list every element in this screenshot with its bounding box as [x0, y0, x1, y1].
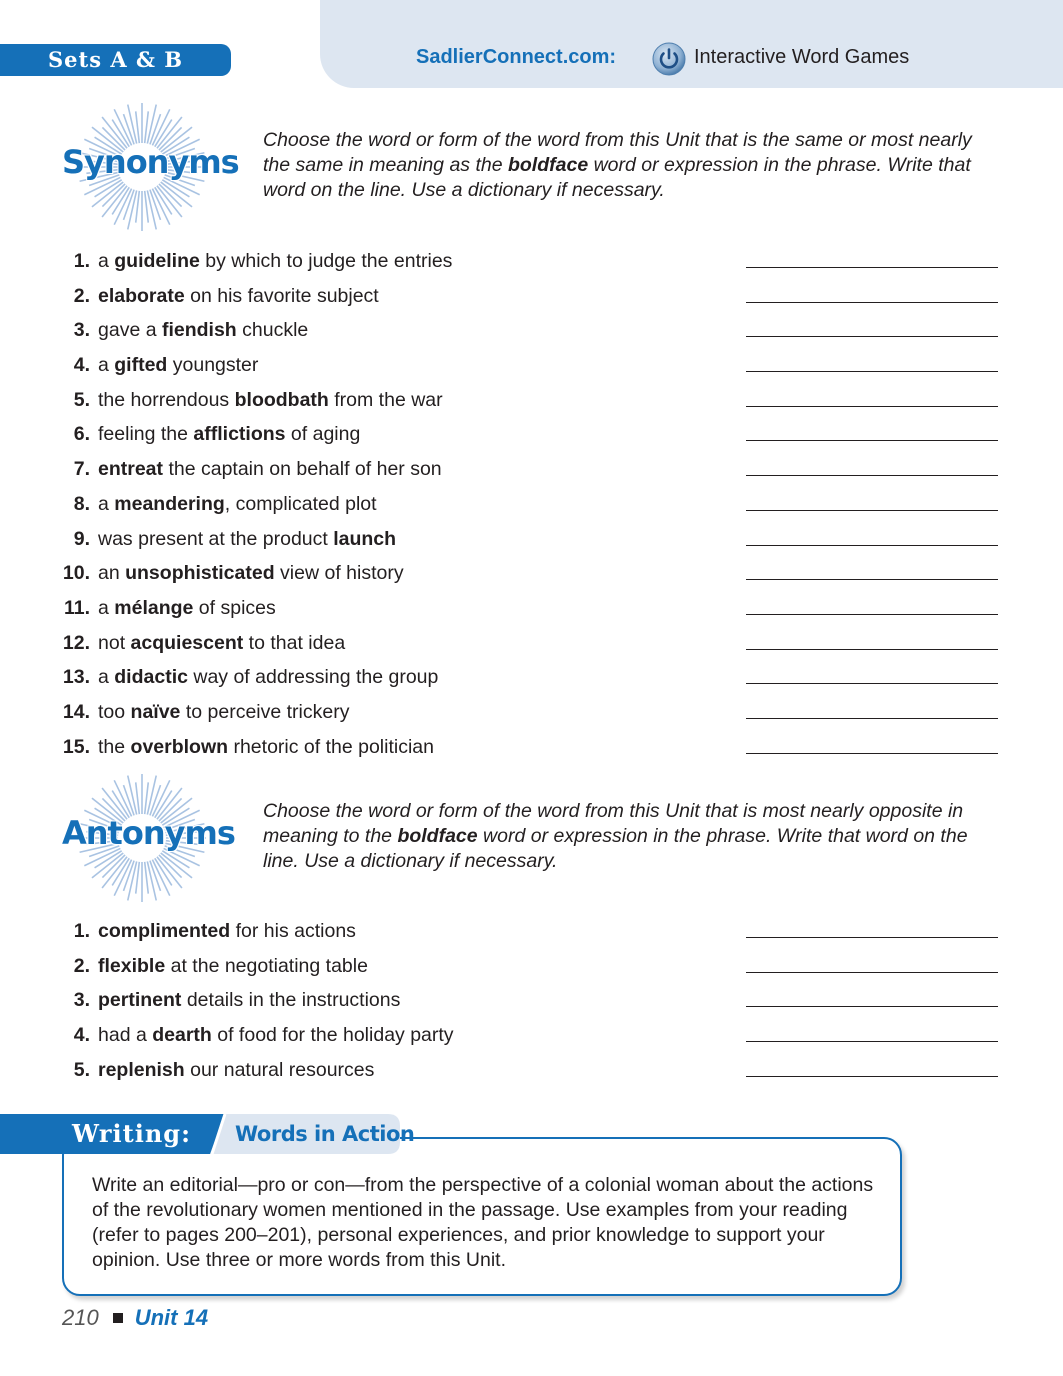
item-phrase	[98, 987, 400, 1013]
synonyms-instructions-bold: boldface	[507, 154, 589, 176]
answer-line[interactable]	[746, 406, 998, 407]
phrase-before: a	[98, 492, 115, 515]
list-item	[0, 317, 1063, 352]
phrase-after: for his actions	[230, 920, 356, 942]
sets-tab: Sets A & B	[0, 44, 231, 76]
boldface-word: acquiescent	[130, 631, 244, 654]
boldface-word: naïve	[130, 700, 181, 723]
list-item	[0, 630, 1063, 665]
list-item	[0, 560, 1063, 595]
phrase-after: rhetoric of the politician	[228, 735, 434, 758]
page-footer	[62, 1305, 208, 1331]
answer-line[interactable]	[746, 972, 998, 973]
answer-line[interactable]	[746, 1041, 998, 1042]
phrase-after: youngster	[167, 354, 259, 377]
boldface-word: didactic	[114, 666, 188, 689]
boldface-word: unsophisticated	[125, 562, 275, 585]
boldface-word: pertinent	[98, 989, 182, 1012]
boldface-word: overblown	[130, 735, 229, 758]
item-phrase	[98, 248, 452, 274]
boldface-word: dearth	[152, 1024, 212, 1047]
answer-line[interactable]	[746, 510, 998, 511]
site-link[interactable]: SadlierConnect.com:	[416, 46, 617, 68]
boldface-word: entreat	[98, 458, 164, 481]
answer-line[interactable]	[746, 579, 998, 580]
item-phrase	[98, 595, 276, 621]
item-phrase	[98, 456, 442, 482]
separator-square-icon	[113, 1313, 123, 1323]
list-item	[0, 1022, 1063, 1057]
phrase-after: to perceive trickery	[180, 700, 350, 723]
list-item	[0, 987, 1063, 1022]
answer-line[interactable]	[746, 545, 998, 546]
boldface-word: mélange	[114, 596, 194, 619]
item-number: 5.	[73, 1058, 90, 1081]
list-item	[0, 918, 1063, 953]
item-phrase	[98, 734, 434, 760]
list-item	[0, 456, 1063, 491]
synonyms-list	[0, 248, 1063, 768]
boldface-word: gifted	[114, 354, 168, 377]
item-phrase	[98, 526, 396, 552]
item-phrase	[98, 1057, 374, 1083]
phrase-before: gave a	[98, 319, 162, 342]
phrase-after: , complicated plot	[224, 492, 377, 515]
answer-line[interactable]	[746, 649, 998, 650]
antonyms-title: Antonyms	[62, 814, 235, 852]
phrase-after: details in the instructions	[181, 989, 401, 1012]
phrase-before: was present at the product	[98, 527, 334, 550]
list-item	[0, 248, 1063, 283]
writing-prompt: Write an editorial—pro or con—from the perspective of a colonial woman about the actions of the revolutionary women mentioned in the passage. Use examples from your reading (refer to pages 200–201), personal experiences, and prior knowledge to support your opinion. Use three or more words from this Unit.	[92, 1174, 874, 1271]
phrase-after: chuckle	[236, 319, 309, 342]
boldface-word: bloodbath	[234, 388, 329, 411]
phrase-after: way of addressing the group	[187, 666, 439, 689]
boldface-word: guideline	[114, 250, 200, 272]
list-item	[0, 595, 1063, 630]
antonyms-instructions-post: word or expression in the phrase. Write that word on the line. Use a dictionary if necessary.	[263, 825, 968, 872]
item-number: 5.	[73, 388, 90, 411]
item-number: 1.	[73, 920, 90, 942]
item-phrase	[98, 630, 345, 656]
phrase-before: feeling the	[98, 423, 194, 446]
synonyms-instructions-post: word or expression in the phrase. Write that word on the line. Use a dictionary if necessary.	[263, 154, 971, 201]
list-item	[0, 387, 1063, 422]
item-phrase	[98, 352, 258, 378]
list-item	[0, 526, 1063, 561]
synonyms-instructions	[263, 128, 1003, 203]
answer-line[interactable]	[746, 614, 998, 615]
writing-subtitle: Words in Action	[235, 1122, 415, 1146]
item-phrase	[98, 387, 443, 413]
antonyms-instructions-bold: boldface	[397, 825, 478, 847]
answer-line[interactable]	[746, 336, 998, 337]
item-number: 12.	[62, 631, 90, 654]
item-number: 10.	[62, 562, 90, 585]
item-phrase	[98, 664, 438, 690]
phrase-before: the horrendous	[98, 388, 235, 411]
phrase-after: to that idea	[243, 631, 346, 654]
header-panel	[320, 0, 1063, 88]
boldface-word: afflictions	[193, 423, 286, 446]
phrase-after: by which to judge the entries	[199, 250, 453, 272]
item-number: 3.	[73, 319, 90, 342]
answer-line[interactable]	[746, 937, 998, 938]
site-feature[interactable]: Interactive Word Games	[694, 46, 910, 68]
item-number: 6.	[73, 423, 90, 446]
boldface-word: complimented	[98, 920, 231, 942]
phrase-after: from the war	[328, 388, 443, 411]
writing-label: Writing:	[72, 1119, 191, 1148]
answer-line[interactable]	[746, 683, 998, 684]
phrase-before: a	[98, 354, 115, 377]
item-phrase	[98, 953, 368, 979]
phrase-before: the	[98, 735, 131, 758]
phrase-after: of aging	[285, 423, 361, 446]
phrase-after: of spices	[193, 596, 276, 619]
list-item	[0, 953, 1063, 988]
item-number: 11.	[63, 596, 90, 619]
answer-line[interactable]	[746, 718, 998, 719]
boldface-word: flexible	[98, 954, 166, 977]
list-item	[0, 352, 1063, 387]
phrase-before: too	[98, 700, 131, 723]
phrase-before: a	[98, 666, 115, 689]
item-phrase	[98, 560, 404, 586]
item-phrase	[98, 317, 308, 343]
item-number: 13.	[62, 666, 90, 689]
list-item	[0, 699, 1063, 734]
phrase-before: a	[98, 250, 115, 272]
answer-line[interactable]	[746, 753, 998, 754]
phrase-before: a	[98, 596, 115, 619]
phrase-after: the captain on behalf of her son	[163, 458, 442, 481]
list-item	[0, 491, 1063, 526]
item-phrase	[98, 421, 360, 447]
answer-line[interactable]	[746, 440, 998, 441]
boldface-word: replenish	[98, 1058, 185, 1081]
boldface-word: meandering	[114, 492, 225, 515]
item-number: 4.	[73, 354, 90, 377]
antonyms-instructions-pre: Choose the word or form of the word from this Unit that is most nearly opposite in meaning to the	[263, 800, 964, 847]
answer-line[interactable]	[746, 371, 998, 372]
phrase-after: view of history	[274, 562, 404, 585]
synonyms-instructions-pre: Choose the word or form of the word from this Unit that is the same or most nearly the same in meaning as the	[263, 129, 972, 176]
item-number: 15.	[62, 735, 90, 758]
phrase-before: not	[98, 631, 131, 654]
boldface-word: launch	[333, 527, 397, 550]
phrase-before: an	[98, 562, 126, 585]
boldface-word: elaborate	[98, 284, 185, 307]
phrase-after: at the negotiating table	[165, 954, 368, 977]
unit-label: Unit 14	[134, 1305, 209, 1330]
answer-line[interactable]	[746, 302, 998, 303]
item-number: 7.	[73, 458, 90, 481]
page-number: 210	[62, 1305, 99, 1330]
item-number: 1.	[73, 250, 90, 272]
answer-line[interactable]	[746, 475, 998, 476]
list-item	[0, 421, 1063, 456]
item-number: 4.	[73, 1024, 90, 1047]
item-number: 14.	[62, 700, 90, 723]
antonyms-list	[0, 918, 1063, 1091]
phrase-after: of food for the holiday party	[211, 1024, 454, 1047]
answer-line[interactable]	[746, 1076, 998, 1077]
phrase-before: had a	[98, 1024, 153, 1047]
item-number: 9.	[73, 527, 90, 550]
item-number: 8.	[73, 492, 90, 515]
item-phrase	[98, 491, 377, 517]
item-phrase	[98, 918, 356, 944]
item-number: 2.	[73, 284, 90, 307]
list-item	[0, 1057, 1063, 1092]
answer-line[interactable]	[746, 1006, 998, 1007]
phrase-after: our natural resources	[184, 1058, 375, 1081]
item-phrase	[98, 1022, 454, 1048]
item-phrase	[98, 283, 379, 309]
power-icon[interactable]	[652, 42, 686, 76]
item-number: 3.	[73, 989, 90, 1012]
list-item	[0, 734, 1063, 769]
item-number: 2.	[73, 954, 90, 977]
synonyms-title: Synonyms	[62, 143, 239, 181]
answer-line[interactable]	[746, 267, 998, 268]
list-item	[0, 664, 1063, 699]
phrase-after: on his favorite subject	[184, 284, 379, 307]
item-phrase	[98, 699, 349, 725]
boldface-word: fiendish	[161, 319, 237, 342]
antonyms-instructions	[263, 799, 1003, 874]
list-item	[0, 283, 1063, 318]
